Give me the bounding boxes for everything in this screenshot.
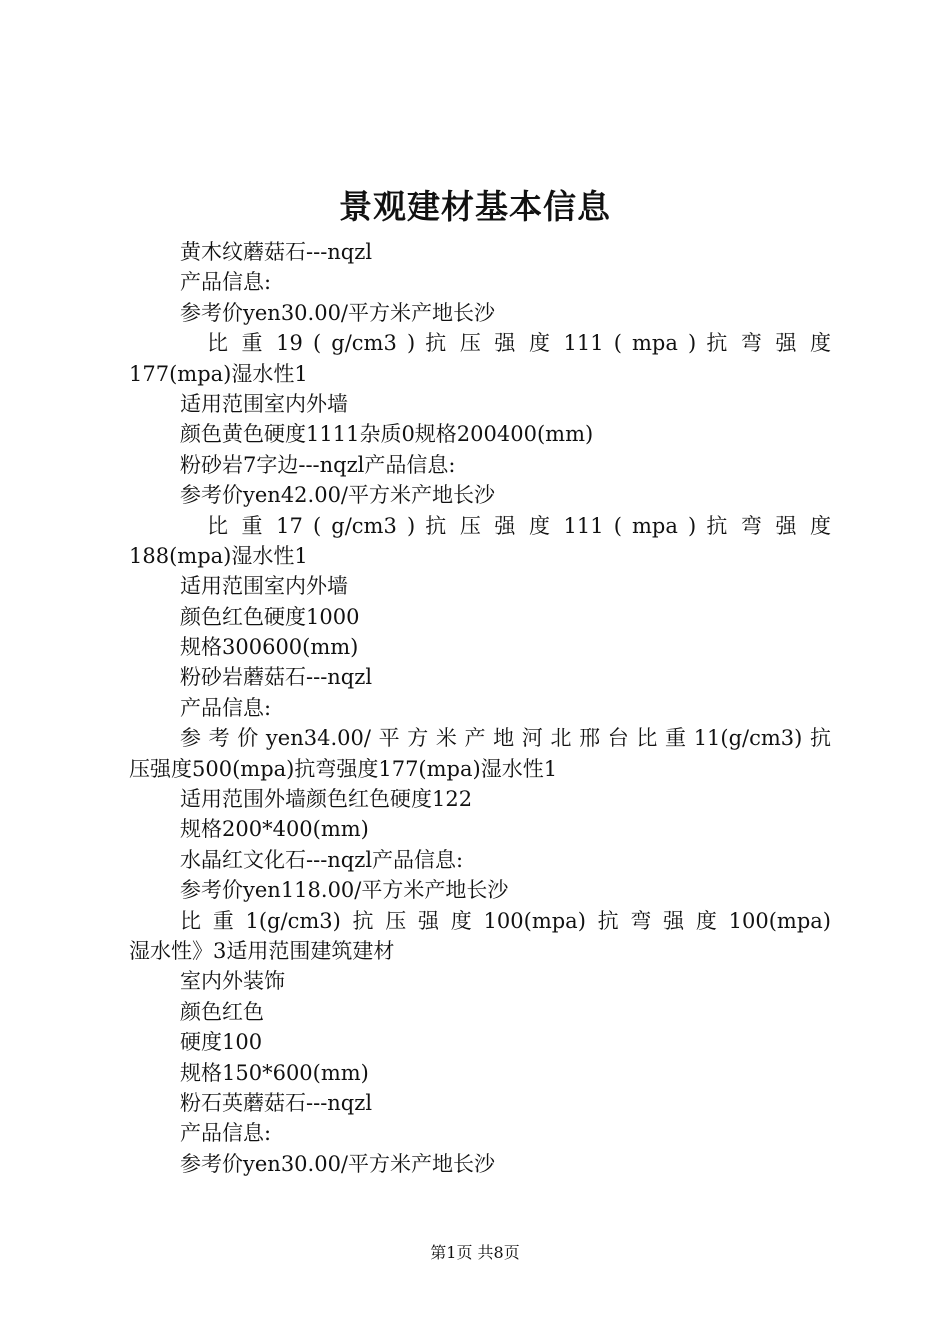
spec-continuation-line: 湿水性》3适用范围建筑建材	[129, 938, 395, 963]
price-line: 参考价yen30.00/平方米产地长沙	[180, 1151, 496, 1176]
spec-line: 比 重 19 ( g/cm3 ) 抗 压 强 度 111 ( mpa ) 抗 弯 强 度	[207, 331, 831, 356]
text-line: 适用范围室内外墙	[180, 574, 348, 599]
text-line: 硬度100	[180, 1030, 263, 1055]
price-line: 参考价yen34.00/平方米产地河北邢台比重11(g/cm3)抗	[180, 726, 831, 751]
price-line: 参考价yen118.00/平方米产地长沙	[180, 878, 509, 903]
product-name-line: 粉砂岩蘑菇石---nqzl	[180, 665, 373, 690]
spec-line: 比重1(g/cm3)抗压强度100(mpa)抗弯强度100(mpa)	[180, 908, 831, 933]
document-body	[129, 237, 831, 1179]
text-line: 室内外装饰	[180, 969, 285, 994]
spec-continuation-line: 压强度500(mpa)抗弯强度177(mpa)湿水性1	[129, 756, 558, 781]
spec-continuation-line: 188(mpa)湿水性1	[129, 543, 308, 568]
text-line: 颜色黄色硬度1111杂质0规格200400(mm)	[180, 422, 594, 447]
text-line: 规格200*400(mm)	[180, 817, 369, 842]
spec-continuation-line: 177(mpa)湿水性1	[129, 361, 308, 386]
product-name-line: 黄木纹蘑菇石---nqzl	[180, 240, 373, 264]
product-name-line: 粉石英蘑菇石---nqzl	[180, 1090, 373, 1115]
text-line: 产品信息:	[180, 1121, 272, 1146]
text-line: 规格150*600(mm)	[180, 1060, 369, 1085]
text-line: 颜色红色硬度1000	[180, 604, 360, 629]
product-name-line: 粉砂岩7字边---nqzl产品信息:	[180, 452, 456, 477]
text-line: 颜色红色	[180, 999, 264, 1024]
price-line: 参考价yen30.00/平方米产地长沙	[180, 300, 496, 325]
page-footer: 第1页 共8页	[430, 1243, 520, 1262]
page-title: 景观建材基本信息	[339, 187, 611, 226]
text-line: 适用范围室内外墙	[180, 391, 348, 416]
text-line: 产品信息:	[180, 695, 272, 720]
price-line: 参考价yen42.00/平方米产地长沙	[180, 483, 496, 508]
text-line: 适用范围外墙颜色红色硬度122	[180, 787, 473, 812]
product-name-line: 水晶红文化石---nqzl产品信息:	[180, 847, 464, 872]
spec-line: 比 重 17 ( g/cm3 ) 抗 压 强 度 111 ( mpa ) 抗 弯 强 度	[207, 513, 831, 538]
text-line: 产品信息:	[180, 270, 272, 295]
text-line: 规格300600(mm)	[180, 635, 359, 660]
